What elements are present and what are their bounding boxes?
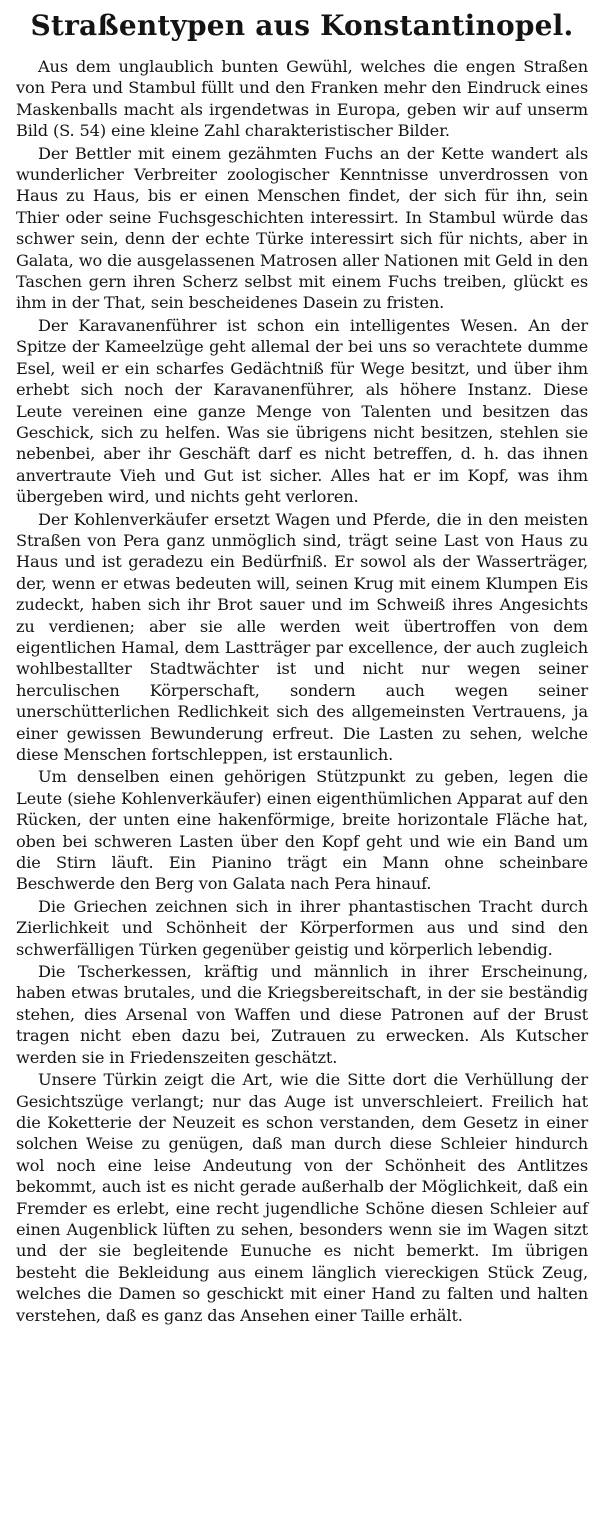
paragraph-intro: Aus dem unglaublich bunten Gewühl, welches die engen Straßen von Pera und Stambul füllt und den Franken mehr den Eindruck eines Maskenballs macht als irgendetwas in Europa, geben wir auf unserm Bild (S. 54) eine kleine Zahl charakteristischer Bilder. — [16, 57, 588, 141]
paragraph-bettler: Der Bettler mit einem gezähmten Fuchs an der Kette wandert als wunderlicher Verbreiter zoologischer Kenntnisse unverdrossen von Haus zu Haus, bis er einen Menschen findet, der sich für ihn, sein Thier oder seine Fuchsgeschichten interessirt. In Stambul würde das schwer sein, denn der echte Türke interessirt sich für nichts, aber in Galata, wo die ausgelassenen Matrosen aller Nationen mit Geld in den Taschen gern ihren Scherz selbst mit einem Fuchs treiben, glückt es ihm in der That, sein bescheidenes Dasein zu fristen. — [16, 143, 588, 313]
paragraph-kohlenverkaeufer: Der Kohlenverkäufer ersetzt Wagen und Pferde, die in den meisten Straßen von Pera ganz unmöglich sind, trägt seine Last von Haus zu Haus und ist geradezu ein Bedürfniß. Er sowol als der Wasserträger, der, wenn er etwas bedeuten will, seinen Krug mit einem Klumpen Eis zudeckt, haben sich ihr Brot sauer und im Schweiß ihres Angesichts zu verdienen; aber sie alle werden weit übertroffen von dem eigentlichen Hamal, dem Lastträger par excellence, der auch zugleich wohlbestallter Stadtwächter ist und nicht nur wegen seiner herculischen Körperschaft, sondern auch wegen seiner unerschütterlichen Redlichkeit sich des allgemeinsten Vertrauens, ja einer gewissen Bewunderung erfreut. Die Lasten zu sehen, welche diese Menschen fortschleppen, ist erstaunlich. — [16, 509, 588, 764]
paragraph-tscherkessen: Die Tscherkessen, kräftig und männlich in ihrer Erscheinung, haben etwas brutales, und die Kriegsbereitschaft, in der sie beständig stehen, dies Arsenal von Waffen und diese Patronen auf der Brust tragen nicht eben dazu bei, Zutrauen zu erwecken. Als Kutscher werden sie in Friedenszeiten geschätzt. — [16, 962, 588, 1067]
paragraph-karavanenfuehrer: Der Karavanenführer ist schon ein intelligentes Wesen. An der Spitze der Kameelzüge geht allemal der bei uns so verachtete dumme Esel, weil er ein scharfes Gedächtniß für Wege besitzt, und über ihm erhebt sich noch der Karavanenführer, als höhere Instanz. Diese Leute vereinen eine ganze Menge von Talenten und besitzen das Geschick, sich zu helfen. Was sie übrigens nicht besitzen, stehlen sie nebenbei, aber ihr Geschäft darf es nicht betreffen, d. h. das ihnen anvertraute Vieh und Gut ist sicher. Alles hat er im Kopf, was ihm übergeben wird, und nichts geht verloren. — [16, 315, 588, 507]
article-title: Straßentypen aus Konstantinopel. — [30, 9, 574, 42]
paragraph-tuerkin: Unsere Türkin zeigt die Art, wie die Sitte dort die Verhüllung der Gesichtszüge verlangt; nur das Auge ist unverschleiert. Freilich hat die Koketterie der Neuzeit es schon verstanden, dem Gesetz in einer solchen Weise zu genügen, daß man durch diese Schleier hindurch wol noch eine leise Andeutung von der Schönheit des Antlitzes bekommt, auch ist es nicht gerade außerhalb der Möglichkeit, daß ein Fremder es erlebt, eine recht jugendliche Schöne diesen Schleier auf einen Augenblick lüften zu sehen, besonders wenn sie im Wagen sitzt und der sie begleitende Eunuche es nicht bemerkt. Im übrigen besteht die Bekleidung aus einem länglich viereckigen Stück Zeug, welches die Damen so geschickt mit einer Hand zu falten und halten verstehen, daß es ganz das Ansehen einer Taille erhält. — [16, 1070, 588, 1325]
article-body — [16, 56, 588, 1326]
paragraph-stuetzpunkt: Um denselben einen gehörigen Stützpunkt zu geben, legen die Leute (siehe Kohlenverkäufer) einen eigenthümlichen Apparat auf den Rücken, der unten eine hakenförmige, breite horizontale Fläche hat, oben bei schweren Lasten über den Kopf geht und wie ein Band um die Stirn läuft. Ein Pianino trägt ein Mann ohne scheinbare Beschwerde den Berg von Galata nach Pera hinauf. — [16, 767, 588, 894]
paragraph-griechen: Die Griechen zeichnen sich in ihrer phantastischen Tracht durch Zierlichkeit und Schönheit der Körperformen aus und sind den schwerfälligen Türken gegenüber geistig und körperlich lebendig. — [16, 896, 588, 959]
